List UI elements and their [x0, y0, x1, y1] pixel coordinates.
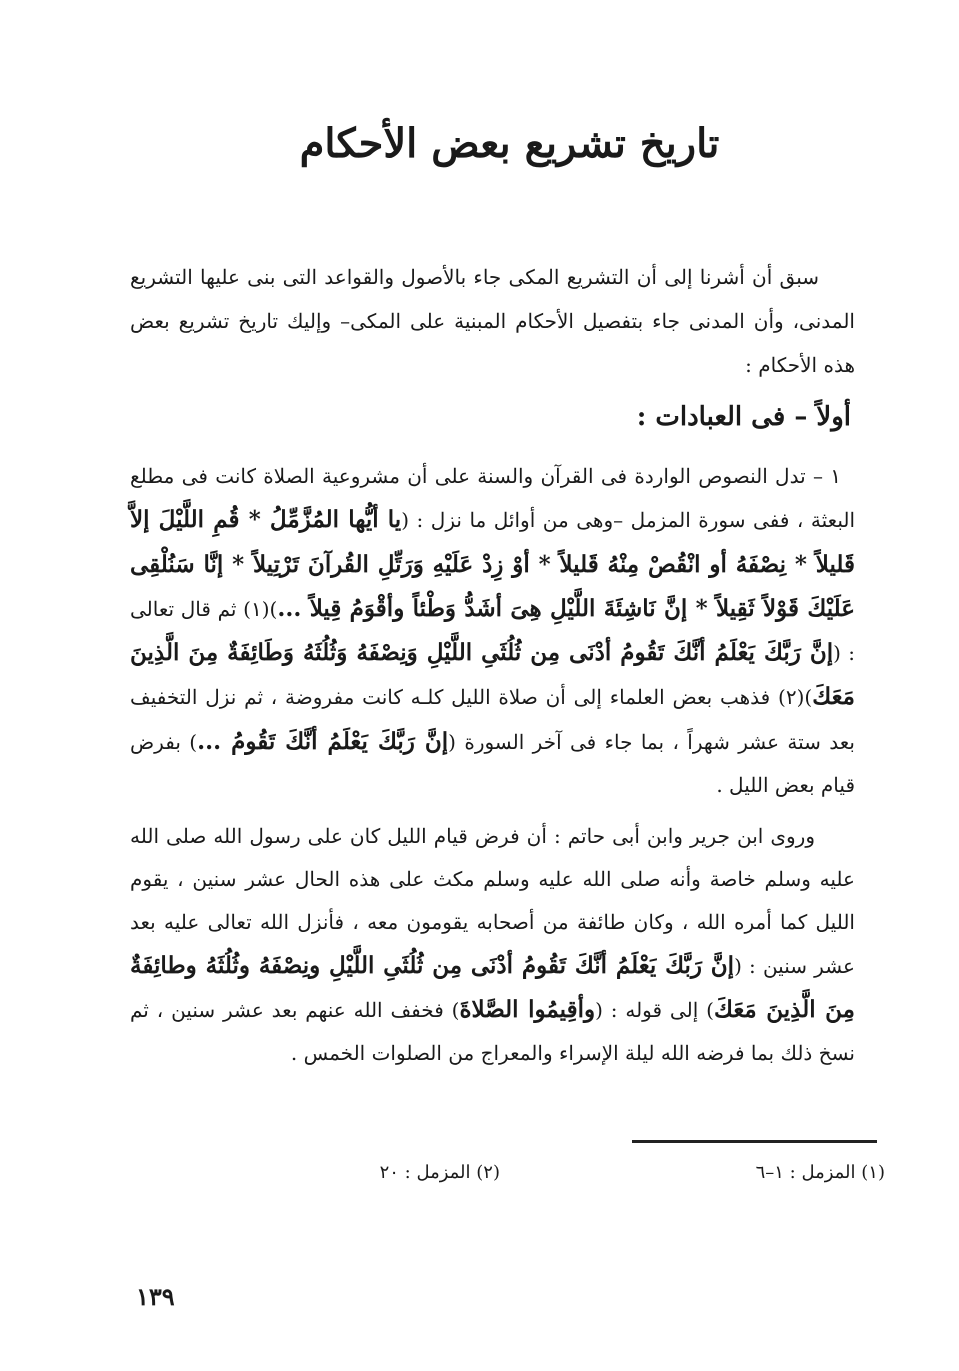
footnote-divider [632, 1140, 877, 1143]
section-heading: أولاً – فى العبادات : [636, 402, 851, 432]
page-number: ١٣٩ [136, 1282, 175, 1311]
para2-text-1: وروى ابن جرير وابن أبى حاتم : أن فرض قيام الليل كان على رسول الله صلى الله عليه وسلم خاصة وأنه صلى الله عليه وسلم مكث على هذه الحال عشر سنين ، يقوم الليل كما أمره الله ، وكان طائفة من أصحابه يقومون معه ، فأنزل الله تعالى عليه بعد عشر سنين : ( [130, 824, 855, 978]
para1-text-4: ) بفرض قيام بعض الليل . [130, 729, 855, 798]
quran-quote-2: إنَّ رَبَّكَ يَعْلَمُ أنَّكَ تَقُومُ أدْنَى مِن ثُلُثَىِ اللَّيْلِ وَنِصْفَهُ وَثُلُثَهُ وَطَائِفَةٌ مِنَ الَّذِينَ مَعَكَ [130, 639, 855, 711]
quran-quote-5: وأقِيمُوا الصَّلاةَ [459, 996, 596, 1023]
quran-quote-3: إنَّ رَبَّكَ يَعْلَمُ أنَّكَ تَقُومُ ... [197, 727, 449, 755]
intro-paragraph [130, 255, 855, 387]
paragraph-2-text [130, 815, 855, 1075]
para1-text-3: )(٢) فذهب بعض العلماء إلى أن صلاة الليل كلـه كانت مفروضة ، ثم نزل التخفيف بعد ستة عشر شهراً ، بما جاء فى آخر السورة ( [130, 685, 856, 754]
quran-quote-4: إنَّ رَبَّكَ يَعْلَمُ أنَّكَ تَقُومُ أدْنَى مِن ثُلُثَىِ اللَّيْلِ ونِصْفَهُ وثُلُثَهُ وطائِفَةٌ مِنَ الَّذِينَ مَعَكَ [130, 952, 855, 1023]
footnote-1: (١) المزمل : ١–٦ [755, 1162, 885, 1183]
footnote-2: (٢) المزمل : ٢٠ [379, 1162, 500, 1183]
footnotes [130, 1162, 885, 1192]
para2-text-2: ) إلى قوله : ( [595, 998, 714, 1022]
paragraph-narration [130, 815, 855, 1075]
para2-text-3: ) فخفف الله عنهم بعد عشر سنين ، ثم نسخ ذلك بما فرضه الله ليلة الإسراء والمعراج من الصلوات الخمس . [130, 998, 855, 1065]
paragraph-1-text [130, 455, 855, 807]
paragraph-prayer-origin [130, 455, 855, 807]
intro-text: سبق أن أشرنا إلى أن التشريع المكى جاء بالأصول والقواعد التى بنى عليها التشريع المدنى، وأن المدنى جاء بتفصيل الأحكام المبنية على المكى– وإليك تاريخ تشريع بعض هذه الأحكام : [130, 265, 855, 377]
page-title-text: تاريخ تشريع بعض الأحكام [299, 120, 720, 167]
quran-quote-1: يا أيُّها المُزَّمِّلُ * قُمِ اللَّيْلَ إلاَّ قَليلاً * نِصْفَهُ أو انْقُصْ مِنْهُ قَليلاً * أوْ زِدْ عَلَيْهِ وَرَتِّلِ القُرآنَ تَرْتِيلاً * إنَّا سَنُلْقِى عَلَيْكَ قَوْلاً ثَقِيلاً * إنَّ نَاشِئَةَ اللَّيْلِ هِىَ أشَدُّ وَطْئاً وأقْوَمُ قِيلاً ... [130, 506, 855, 622]
page-title [0, 120, 959, 167]
para1-text-2: )(١) ثم قال تعالى : ( [130, 596, 856, 666]
para1-text-1: ١ – تدل النصوص الواردة فى القرآن والسنة على أن مشروعية الصلاة كانت فى مطلع البعثة ، ففى سورة المزمل –وهى من أوائل ما نزل : ( [130, 464, 856, 533]
